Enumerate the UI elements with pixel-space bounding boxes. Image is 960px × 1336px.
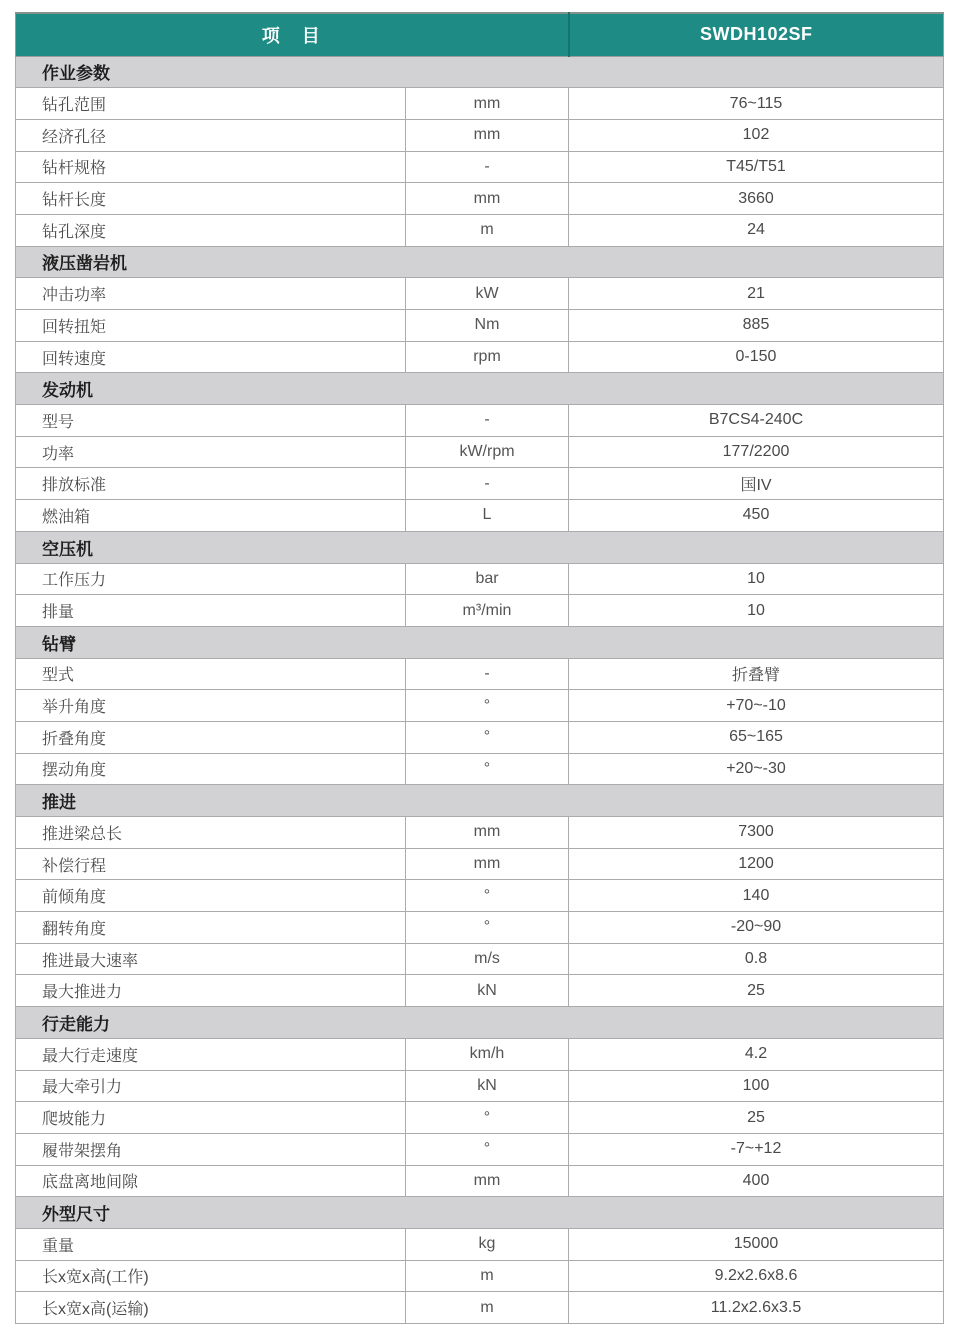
param-value: 0-150 xyxy=(569,341,944,373)
param-name: 底盘离地间隙 xyxy=(16,1165,406,1197)
table-row xyxy=(16,753,944,785)
param-value: 24 xyxy=(569,214,944,246)
table-row xyxy=(16,975,944,1007)
param-unit: kN xyxy=(406,1070,569,1102)
param-name: 经济孔径 xyxy=(16,119,406,151)
param-name: 举升角度 xyxy=(16,690,406,722)
section-title: 行走能力 xyxy=(16,1007,944,1039)
param-name: 长x宽x高(运输) xyxy=(16,1292,406,1324)
param-value: +70~-10 xyxy=(569,690,944,722)
param-name: 重量 xyxy=(16,1228,406,1260)
param-value: 400 xyxy=(569,1165,944,1197)
param-unit: ° xyxy=(406,690,569,722)
param-name: 冲击功率 xyxy=(16,278,406,310)
table-row xyxy=(16,912,944,944)
section-header-row xyxy=(16,246,944,278)
param-name: 燃油箱 xyxy=(16,500,406,532)
table-row xyxy=(16,721,944,753)
table-row xyxy=(16,817,944,849)
table-row xyxy=(16,1228,944,1260)
param-value: 11.2x2.6x3.5 xyxy=(569,1292,944,1324)
param-unit: bar xyxy=(406,563,569,595)
param-unit: ° xyxy=(406,912,569,944)
param-value: 177/2200 xyxy=(569,436,944,468)
param-value: 15000 xyxy=(569,1228,944,1260)
table-row xyxy=(16,848,944,880)
param-value: +20~-30 xyxy=(569,753,944,785)
header-item-label: 项 目 xyxy=(16,13,569,56)
param-name: 最大行走速度 xyxy=(16,1038,406,1070)
param-name: 补偿行程 xyxy=(16,848,406,880)
param-unit: m xyxy=(406,1292,569,1324)
param-unit: mm xyxy=(406,817,569,849)
param-name: 最大牵引力 xyxy=(16,1070,406,1102)
param-name: 摆动角度 xyxy=(16,753,406,785)
param-unit: ° xyxy=(406,1133,569,1165)
table-row xyxy=(16,278,944,310)
table-row xyxy=(16,943,944,975)
param-value: 1200 xyxy=(569,848,944,880)
param-unit: rpm xyxy=(406,341,569,373)
param-name: 最大推进力 xyxy=(16,975,406,1007)
table-row xyxy=(16,468,944,500)
table-row xyxy=(16,1038,944,1070)
table-row xyxy=(16,151,944,183)
table-row xyxy=(16,1260,944,1292)
table-row xyxy=(16,880,944,912)
section-title: 液压凿岩机 xyxy=(16,246,944,278)
param-value: 21 xyxy=(569,278,944,310)
param-name: 回转速度 xyxy=(16,341,406,373)
table-row xyxy=(16,183,944,215)
table-row xyxy=(16,500,944,532)
table-row xyxy=(16,436,944,468)
table-row xyxy=(16,1292,944,1324)
param-value: B7CS4-240C xyxy=(569,405,944,437)
section-header-row xyxy=(16,531,944,563)
spec-table-body xyxy=(16,56,944,1324)
param-name: 型号 xyxy=(16,405,406,437)
param-value: -20~90 xyxy=(569,912,944,944)
section-title: 推进 xyxy=(16,785,944,817)
header-model-label: SWDH102SF xyxy=(569,13,944,56)
param-value: 102 xyxy=(569,119,944,151)
table-row xyxy=(16,1133,944,1165)
table-row xyxy=(16,1070,944,1102)
section-title: 钻臂 xyxy=(16,626,944,658)
section-header-row xyxy=(16,1007,944,1039)
param-name: 钻孔范围 xyxy=(16,88,406,120)
param-value: 76~115 xyxy=(569,88,944,120)
param-value: 0.8 xyxy=(569,943,944,975)
table-row xyxy=(16,214,944,246)
param-unit: mm xyxy=(406,1165,569,1197)
param-value: 885 xyxy=(569,310,944,342)
param-unit: mm xyxy=(406,183,569,215)
section-header-row xyxy=(16,373,944,405)
param-unit: kW xyxy=(406,278,569,310)
table-row xyxy=(16,690,944,722)
param-value: 140 xyxy=(569,880,944,912)
param-value: 65~165 xyxy=(569,721,944,753)
param-unit: km/h xyxy=(406,1038,569,1070)
param-value: 450 xyxy=(569,500,944,532)
param-name: 排量 xyxy=(16,595,406,627)
param-name: 长x宽x高(工作) xyxy=(16,1260,406,1292)
param-value: 10 xyxy=(569,595,944,627)
param-value: 25 xyxy=(569,1102,944,1134)
param-unit: - xyxy=(406,658,569,690)
section-header-row xyxy=(16,1197,944,1229)
spec-table xyxy=(15,12,944,1324)
param-unit: ° xyxy=(406,880,569,912)
table-row xyxy=(16,595,944,627)
param-unit: m³/min xyxy=(406,595,569,627)
table-row xyxy=(16,1165,944,1197)
param-unit: Nm xyxy=(406,310,569,342)
param-name: 钻杆长度 xyxy=(16,183,406,215)
param-unit: L xyxy=(406,500,569,532)
param-unit: kg xyxy=(406,1228,569,1260)
section-header-row xyxy=(16,56,944,88)
table-row xyxy=(16,341,944,373)
param-unit: ° xyxy=(406,753,569,785)
param-value: 7300 xyxy=(569,817,944,849)
param-unit: ° xyxy=(406,1102,569,1134)
param-value: 100 xyxy=(569,1070,944,1102)
param-unit: mm xyxy=(406,119,569,151)
param-value: 4.2 xyxy=(569,1038,944,1070)
param-name: 推进梁总长 xyxy=(16,817,406,849)
param-name: 履带架摆角 xyxy=(16,1133,406,1165)
param-name: 折叠角度 xyxy=(16,721,406,753)
param-unit: mm xyxy=(406,848,569,880)
table-row xyxy=(16,563,944,595)
param-unit: kW/rpm xyxy=(406,436,569,468)
param-value: T45/T51 xyxy=(569,151,944,183)
param-value: -7~+12 xyxy=(569,1133,944,1165)
param-unit: - xyxy=(406,468,569,500)
header-row xyxy=(16,13,944,56)
param-name: 翻转角度 xyxy=(16,912,406,944)
table-row xyxy=(16,405,944,437)
param-unit: - xyxy=(406,151,569,183)
table-row xyxy=(16,1102,944,1134)
param-unit: m xyxy=(406,214,569,246)
param-unit: ° xyxy=(406,721,569,753)
section-title: 外型尺寸 xyxy=(16,1197,944,1229)
param-name: 工作压力 xyxy=(16,563,406,595)
param-name: 钻杆规格 xyxy=(16,151,406,183)
spec-table-header xyxy=(16,13,944,56)
param-value: 折叠臂 xyxy=(569,658,944,690)
param-value: 25 xyxy=(569,975,944,1007)
param-name: 型式 xyxy=(16,658,406,690)
param-unit: m xyxy=(406,1260,569,1292)
param-name: 爬坡能力 xyxy=(16,1102,406,1134)
param-unit: kN xyxy=(406,975,569,1007)
param-name: 回转扭矩 xyxy=(16,310,406,342)
param-name: 排放标准 xyxy=(16,468,406,500)
table-row xyxy=(16,119,944,151)
table-row xyxy=(16,310,944,342)
param-value: 10 xyxy=(569,563,944,595)
param-value: 9.2x2.6x8.6 xyxy=(569,1260,944,1292)
param-unit: m/s xyxy=(406,943,569,975)
param-name: 功率 xyxy=(16,436,406,468)
section-header-row xyxy=(16,785,944,817)
section-title: 空压机 xyxy=(16,531,944,563)
section-header-row xyxy=(16,626,944,658)
param-name: 前倾角度 xyxy=(16,880,406,912)
section-title: 作业参数 xyxy=(16,56,944,88)
param-value: 国IV xyxy=(569,468,944,500)
param-name: 推进最大速率 xyxy=(16,943,406,975)
param-unit: mm xyxy=(406,88,569,120)
param-name: 钻孔深度 xyxy=(16,214,406,246)
section-title: 发动机 xyxy=(16,373,944,405)
table-row xyxy=(16,88,944,120)
param-value: 3660 xyxy=(569,183,944,215)
table-row xyxy=(16,658,944,690)
param-unit: - xyxy=(406,405,569,437)
